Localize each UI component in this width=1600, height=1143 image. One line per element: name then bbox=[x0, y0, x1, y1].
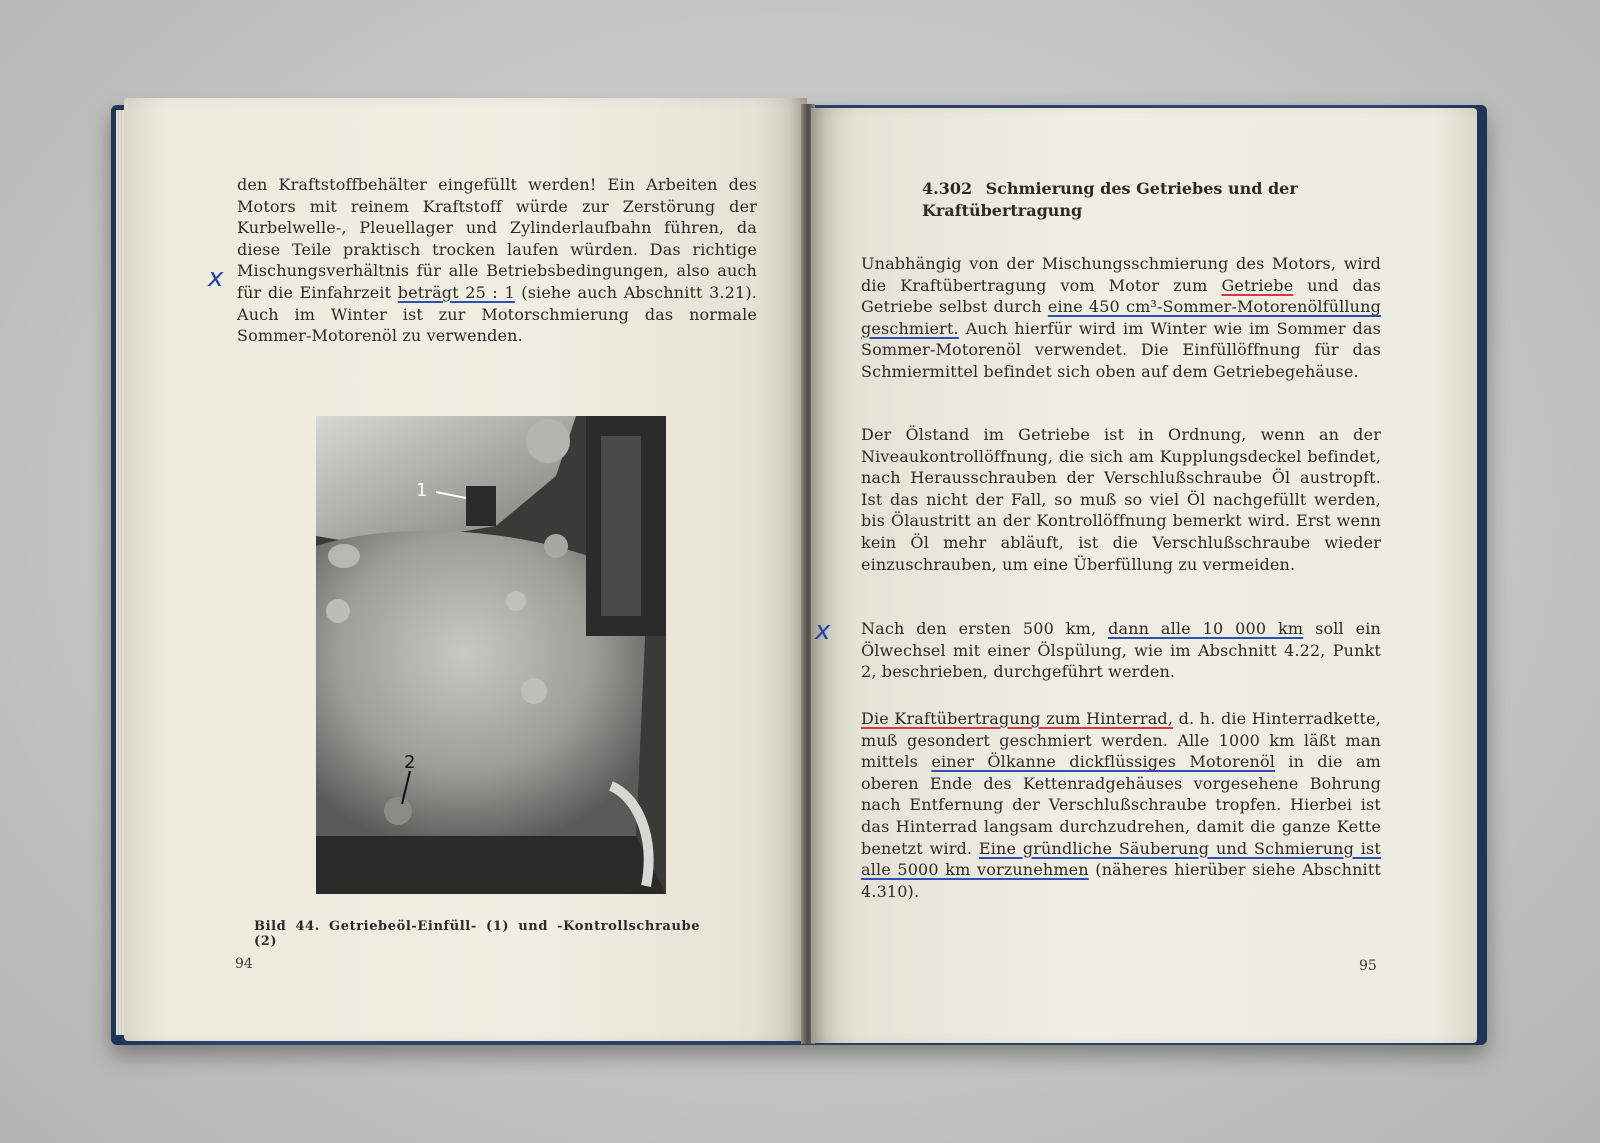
left-page-text bbox=[237, 174, 757, 347]
left-margin-mark: x bbox=[208, 263, 224, 293]
underline-blue-oil-fill: eine 450 cm³-Sommer-Motorenölfüllung geschmiert. bbox=[861, 297, 1381, 338]
underline-red-getriebe: Getriebe bbox=[1221, 275, 1294, 295]
left-text-ratio-underlined: beträgt 25 : 1 bbox=[397, 282, 515, 302]
right-page bbox=[811, 108, 1477, 1043]
right-margin-mark: x bbox=[815, 616, 831, 646]
left-page bbox=[124, 98, 807, 1041]
paragraph-gearbox: Unabhängig von der Mischungsschmierung des Motors, wird die Kraftübertragung vom Motor zum Getriebe und das Getriebe selbst durch eine 450 cm³-Sommer-Motorenölfüllung geschmiert. Auch hierfür wird im Winter wie im Sommer das Sommer-Motorenöl verwendet. Die Einfüllöffnung für das Schmiermittel befindet sich oben auf dem Getriebegehäuse. bbox=[861, 254, 1381, 381]
left-text-ratio-b: (siehe auch Abschnitt 3.21). Auch im Winter ist zur Motorschmierung das normale Sommer-Motorenöl zu verwenden. bbox=[237, 282, 757, 346]
control-screw bbox=[384, 797, 412, 825]
left-text-intro: den Kraftstoffbehälter eingefüllt werden! Ein Arbeiten des Motors mit reinem Kraftstoff würde zur Zerstörung der Kurbelwelle-, Pleuellager und Zylinderlaufbahn führen, da diese Teile praktisch trocken laufen würden. bbox=[237, 175, 757, 259]
filler-screw bbox=[466, 486, 496, 526]
paragraph-chain: Die Kraftübertragung zum Hinterrad, d. h. die Hinterradkette, muß gesondert geschmiert werden. Alle 1000 km läßt man mittels einer Ölkanne dickflüssiges Motorenöl in die am oberen Ende des Kettenradgehäuses vorgesehene Bohrung nach Entfernung der Verschlußschraube tropfen. Hierbei ist das Hinterrad langsam durchzudrehen, damit die ganze Kette benetzt wird. Eine gründliche Säuberung und Schmierung ist alle 5000 km vorzunehmen (näheres hierüber siehe Abschnitt 4.310). bbox=[861, 709, 1381, 901]
figure-label-2: 2 bbox=[404, 752, 416, 773]
paragraph-oil-change: Nach den ersten 500 km, dann alle 10 000 km soll ein Ölwechsel mit einer Ölspülung, wie im Abschnitt 4.22, Punkt 2, beschrieben, durchgeführt werden. bbox=[861, 619, 1381, 682]
page-number-right: 95 bbox=[1359, 958, 1377, 974]
section-heading bbox=[922, 178, 1378, 222]
figure-caption: Bild 44. Getriebeöl-Einfüll- (1) und -Kontrollschraube (2) bbox=[254, 919, 701, 949]
underline-blue-oilcan: einer Ölkanne dickflüssiges Motorenöl bbox=[931, 752, 1276, 772]
page-number-left: 94 bbox=[235, 956, 253, 972]
left-text-ratio-a: Das richtige Mischungsverhältnis für alle Betriebsbedingungen, also auch für die Einfahrzeit bbox=[237, 239, 757, 302]
section-title: Schmierung des Getriebes und der Kraftübertragung bbox=[922, 179, 1298, 220]
paragraph-oil-level: Der Ölstand im Getriebe ist in Ordnung, wenn an der Niveaukontrollöffnung, die sich am Kupplungsdeckel befindet, nach Herausschrauben der Verschlußschraube Öl austropft. Ist das nicht der Fall, so muß so viel Öl nachgefüllt werden, bis Ölaustritt an der Kontrollöffnung bemerkt wird. Erst wenn kein Öl mehr abläuft, ist die Verschlußschraube wieder einzuschrauben, um eine Überfüllung zu vermeiden. bbox=[861, 425, 1381, 574]
figure-label-1: 1 bbox=[416, 480, 428, 501]
underline-blue-interval: dann alle 10 000 km bbox=[1108, 619, 1304, 638]
underline-blue-cleaning: Eine gründliche Säuberung und Schmierung ist alle 5000 km vorzunehmen bbox=[861, 838, 1381, 880]
engine-photo-drawing bbox=[316, 416, 666, 894]
engine-photo bbox=[316, 416, 666, 894]
underline-red-chain: Die Kraftübertragung zum Hinterrad, bbox=[861, 709, 1174, 728]
section-number: 4.302 bbox=[922, 179, 973, 198]
